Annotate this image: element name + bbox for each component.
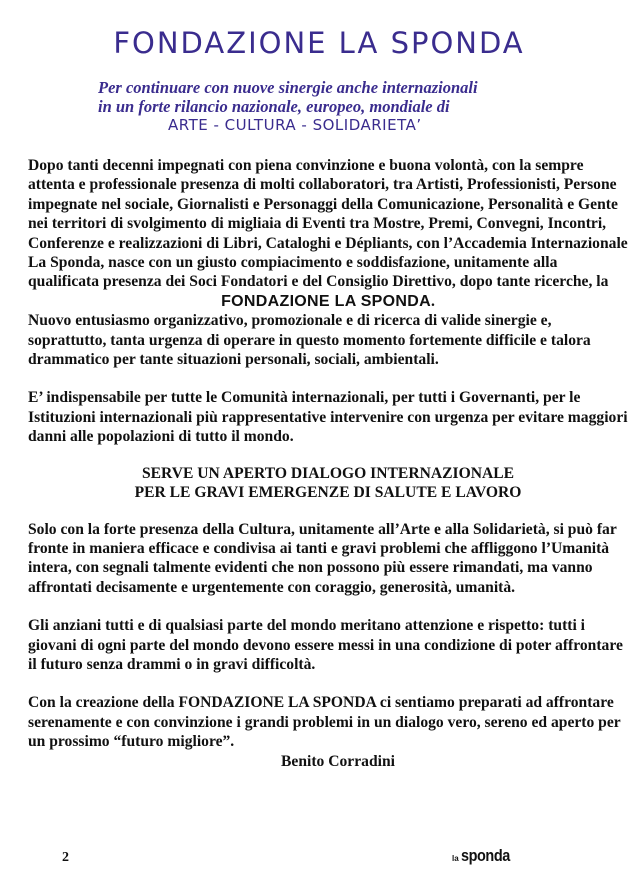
foundation-name-period: . <box>430 292 435 310</box>
page-number: 2 <box>62 850 69 865</box>
conclusion-foundation-name: FONDAZIONE LA SPONDA <box>178 694 376 712</box>
foundation-name: FONDAZIONE LA SPONDA <box>221 292 431 310</box>
foundation-name-line <box>28 292 628 311</box>
section-heading-line-1: SERVE UN APERTO DIALOGO INTERNAZIONALE <box>141 464 515 482</box>
subtitle-line-2: in un forte rilancio nazionale, europeo, mondiale di <box>98 97 450 116</box>
subtitle-line-1: Per continuare con nuove sinergie anche internazionali <box>98 78 478 97</box>
logo-big-text: sponda <box>460 846 510 865</box>
conclusion-prefix: Con la creazione della <box>28 694 179 712</box>
article-body <box>28 156 628 771</box>
paragraph-intro: Dopo tanti decenni impegnati con piena convinzione e buona volontà, con la sempre attenta e professionale presenza di molti collaboratori, tra Artisti, Professionisti, Persone impegnate nel sociale, Giornalisti e Personaggi della Comunicazione, Personalità e Gente nei territori di svolgimento di migliaia di Eventi tra Mostre, Premi, Convegni, Incontri, Conferenze e realizzazioni di Libri, Cataloghi e Dépliants, con l’Accademia Internazionale La Sponda, nasce con un giusto compiacimento e soddisfazione, unitamente alla qualificata presenza dei Soci Fondatori e del Consiglio Direttivo, dopo tante ricerche, la <box>28 157 628 291</box>
page-title: FONDAZIONE LA SPONDA <box>113 26 525 60</box>
logo-small-text: la <box>452 854 459 863</box>
section-heading-line-2: PER LE GRAVI EMERGENZE DI SALUTE E LAVORO <box>134 484 522 502</box>
subtitle-line-3: ARTE - CULTURA - SOLIDARIETA’ <box>168 116 422 134</box>
paragraph-elderly-youth: Gli anziani tutti e di qualsiasi parte del mondo meritano attenzione e rispetto: tutti i giovani di ogni parte del mondo devono essere messi in una condizione di poter affrontare il futuro senza drammi o in gravi difficoltà. <box>28 617 623 673</box>
conclusion-rest: ci sentiamo preparati ad affrontare serenamente e con convinzione i grandi problemi in un dialogo vero, sereno ed aperto per un prossimo “futuro migliore”. <box>28 694 621 751</box>
paragraph-conclusion <box>28 693 628 751</box>
subtitle <box>98 78 568 135</box>
author-signature: Benito Corradini <box>281 752 395 770</box>
paragraph-culture: Solo con la forte presenza della Cultura, unitamente all’Arte e alla Solidarietà, si può far fronte in maniera efficace e condivisa ai tanti e gravi problemi che affliggono l’Umanità intera, con segnali talmente evidenti che non possono più essere rimandati, ma vanno affrontati decisamente e urgentemente con coraggio, generosità, umanità. <box>28 520 617 596</box>
paragraph-enthusiasm: Nuovo entusiasmo organizzativo, promozionale e di ricerca di valide sinergie e, soprattutto, tanta urgenza di operare in questo momento fortemente difficile e talora drammatico per tante situazioni personali, sociali, ambientali. <box>28 312 591 369</box>
la-sponda-logo <box>452 846 518 866</box>
paragraph-communities: E’ indispensabile per tutte le Comunità internazionali, per tutti i Governanti, per le Istituzioni internazionali più rappresentative intervenire con urgenza per evitare maggiori danni alle popolazioni di tutto il mondo. <box>28 389 628 446</box>
